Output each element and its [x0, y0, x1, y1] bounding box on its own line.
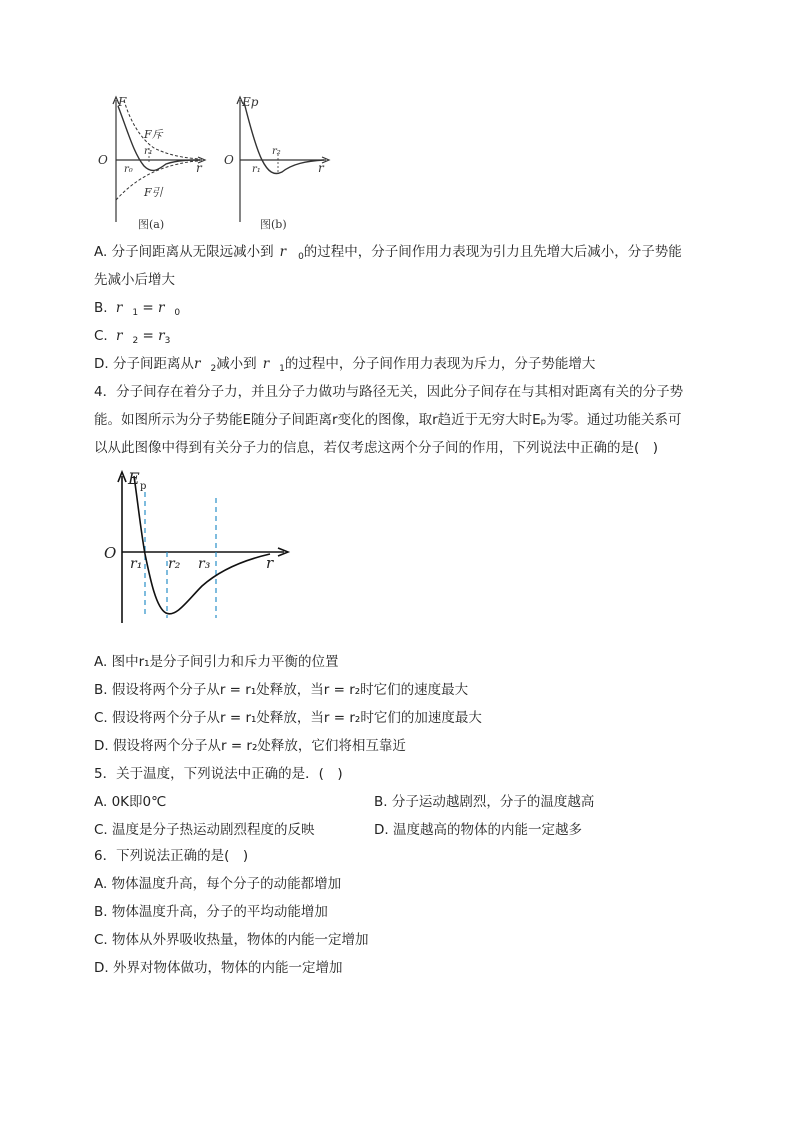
q4-option-c: C. 假设将两个分子从r = r₁处释放，当r = r₂时它们的加速度最大	[94, 710, 482, 726]
q3-a-r: r	[279, 244, 287, 260]
q6-option-d: D. 外界对物体做功，物体的内能一定增加	[94, 960, 343, 976]
fig-a-r: r	[196, 161, 202, 175]
q5-option-b: B. 分子运动越剧烈，分子的温度越高	[374, 794, 595, 810]
q3-a-sub: 0	[298, 252, 304, 262]
fig-a-r0: r₀	[124, 164, 133, 175]
figure-q4-potential-energy	[100, 468, 300, 628]
q4-fig-E: E	[128, 469, 140, 488]
q6-option-a: A. 物体温度升高，每个分子的动能都增加	[94, 876, 342, 892]
q4-stem-line3: 以从此图像中得到有关分子力的信息，若仅考虑这两个分子间的作用，下列说法中正确的是( )	[94, 440, 659, 456]
q4-option-d: D. 假设将两个分子从r = r₂处释放，它们将相互靠近	[94, 738, 406, 754]
figure-b	[220, 92, 340, 232]
q4-fig-r3: r₃	[198, 556, 211, 572]
fig-a-Fyin: F引	[144, 186, 163, 199]
q5-options-row2	[94, 820, 714, 840]
q6-option-c: C. 物体从外界吸收热量，物体的内能一定增加	[94, 932, 369, 948]
q4-option-a: A. 图中r₁是分子间引力和斥力平衡的位置	[94, 654, 339, 670]
fig-a-Fchi: F斥	[144, 128, 163, 141]
q4-stem-line2: 能。如图所示为分子势能E随分子间距离r变化的图像，取r趋近于无穷大时Eₚ为零。通过功能关系可	[94, 412, 682, 428]
fig-b-r1: r₁	[252, 164, 261, 175]
q4-stem-line1: 4．分子间存在着分子力，并且分子力做功与路径无关，因此分子间存在与其相对距离有关的分子势	[94, 384, 684, 400]
fig-a-O: O	[98, 153, 108, 167]
q3-option-b: B. r $_1$ = r $_0$	[94, 300, 181, 318]
q4-option-b: B. 假设将两个分子从r = r₁处释放，当r = r₂时它们的速度最大	[94, 682, 469, 698]
fig-b-r: r	[318, 161, 324, 175]
fig-a-caption: 图(a)	[138, 218, 165, 231]
fig-b-O: O	[224, 153, 234, 167]
q3-option-c: C. r $_2 = r_3$	[94, 328, 171, 346]
q4-fig-r1: r₁	[130, 556, 143, 572]
q3-option-a-line2: 先减小后增大	[94, 272, 175, 288]
q3-option-d: D. 分子间距离从r $_2$减小到 r $_1$的过程中，分子间作用力表现为斥力，分子势能增大	[94, 356, 596, 374]
q6-option-b: B. 物体温度升高，分子的平均动能增加	[94, 904, 328, 920]
fig-a-r1: r₁	[144, 146, 153, 157]
q4-fig-r2: r₂	[168, 556, 181, 572]
q5-option-c: C. 温度是分子热运动剧烈程度的反映	[94, 822, 315, 838]
figure-a	[94, 92, 214, 232]
fig-b-caption: 图(b)	[260, 218, 287, 231]
q5-options-row1	[94, 792, 714, 812]
q5-option-d: D. 温度越高的物体的内能一定越多	[374, 822, 582, 838]
q4-fig-r: r	[266, 554, 274, 572]
fig-b-r2: r₂	[272, 146, 281, 157]
fig-b-Ep: Ep	[242, 95, 259, 109]
q6-stem: 6．下列说法正确的是( )	[94, 848, 249, 864]
q5-stem: 5．关于温度，下列说法中正确的是．( )	[94, 766, 343, 782]
q5-option-a: A. 0K即0℃	[94, 794, 167, 810]
q3-option-a-line1: A. 分子间距离从无限远减小到 r $_0$的过程中，分子间作用力表现为引力且先增大后减小，分子势能	[94, 244, 682, 262]
q4-fig-E-sub: p	[140, 481, 147, 492]
fig-a-F: F	[118, 95, 127, 109]
q4-fig-O: O	[104, 544, 117, 562]
